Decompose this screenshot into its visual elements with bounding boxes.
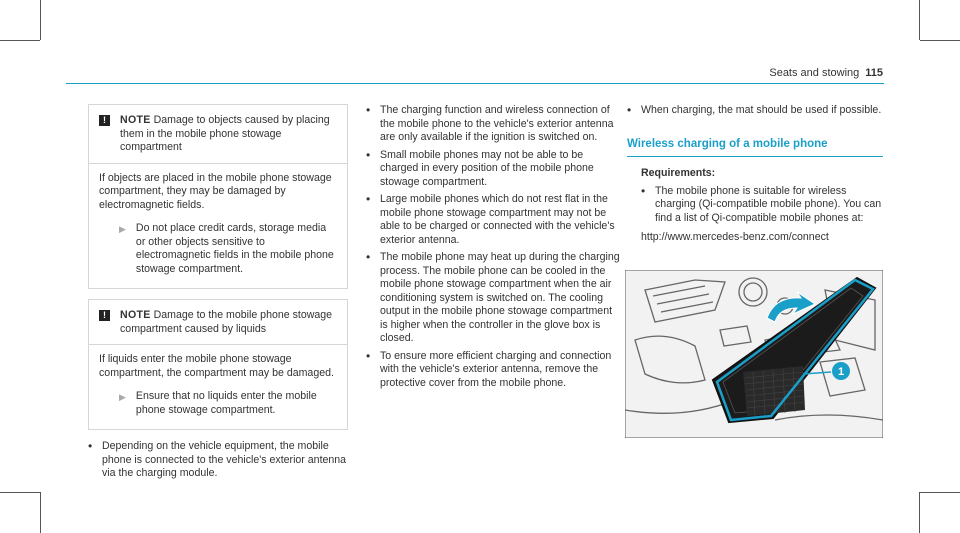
- note-header: [89, 105, 347, 164]
- section-title: Seats and stowing: [769, 67, 860, 79]
- running-header: [769, 67, 883, 79]
- arrow-right-icon: ▶: [119, 392, 126, 402]
- note-text: If liquids enter the mobile phone stowage compartment, the compartment may be damaged.: [99, 353, 334, 379]
- list-item: • The mobile phone may heat up during the charging process. The mobile phone can be cooled in the mobile phone stowage compartment when the air conditioning system is switched on. The cooling output in the mobile phone stowage compartment is higher when the controller in the glove box is closed.: [366, 250, 620, 344]
- section-heading: Wireless charging of a mobile phone: [627, 138, 883, 158]
- header-rule: [66, 83, 884, 84]
- note-body: [89, 345, 347, 429]
- list-item: • The mobile phone is suitable for wireless charging (Qi-compatible mobile phone). You can find a list of Qi-compatible mobile phones at:: [641, 183, 882, 224]
- note-body: [89, 164, 347, 289]
- crop-mark: [919, 0, 920, 40]
- note-text: If objects are placed in the mobile phone stowage compartment, they may be damaged by electromagnetic fields.: [99, 171, 332, 211]
- crop-mark: [920, 40, 960, 41]
- column-1: [88, 104, 348, 485]
- requirements-label: Requirements:: [641, 167, 716, 179]
- connect-url[interactable]: http://www.mercedes-benz.com/connect: [641, 231, 829, 243]
- note-action-text: Do not place credit cards, storage media or other objects sensitive to electromagnetic fields in the mobile phone stowage compartment.: [135, 222, 334, 275]
- column-3: [627, 104, 883, 245]
- list-item: • Large mobile phones which do not rest flat in the mobile phone stowage compartment may not be able to be charged or connected with the vehicle's exterior antenna.: [366, 192, 615, 246]
- note-heading: [120, 114, 337, 155]
- list-item: • The charging function and wireless connection of the mobile phone to the vehicle's exterior antenna are only available if the ignition is switched on.: [366, 103, 614, 143]
- note-label: NOTE: [120, 114, 151, 126]
- page-number: 115: [865, 67, 883, 79]
- callout-number: 1: [837, 366, 845, 378]
- arrow-right-icon: ▶: [119, 224, 126, 234]
- charging-compartment-illustration: [625, 270, 883, 438]
- crop-mark: [0, 492, 40, 493]
- bullet-icon: •: [366, 348, 371, 363]
- note-action-text: Ensure that no liquids enter the mobile phone stowage compartment.: [135, 390, 317, 416]
- list-item: • To ensure more efficient charging and connection with the vehicle's exterior antenna, remove the protective cover from the mobile phone.: [366, 348, 612, 389]
- bullet-icon: •: [366, 147, 371, 162]
- list-item: • When charging, the mat should be used if possible.: [627, 103, 882, 117]
- note-label: NOTE: [120, 309, 151, 321]
- bullet-list: [88, 440, 348, 481]
- note-box-objects: [88, 104, 348, 289]
- note-heading: [120, 309, 337, 336]
- note-box-liquids: [88, 299, 348, 430]
- wireless-section: [627, 138, 883, 245]
- note-lead: Damage to objects caused by placing them in the mobile phone stowage compartment: [120, 114, 330, 153]
- list-item: • Small mobile phones may not be able to be charged in every position of the mobile phone stowage compartment.: [366, 147, 594, 188]
- note-lead: Damage to the mobile phone stowage compartment caused by liquids: [120, 309, 333, 335]
- crop-mark: [919, 492, 920, 533]
- bullet-icon: •: [88, 439, 93, 453]
- crop-mark: [40, 0, 41, 40]
- warning-icon: !: [99, 310, 110, 321]
- crop-mark: [0, 40, 40, 41]
- bullet-icon: •: [627, 103, 632, 117]
- bullet-icon: •: [641, 183, 646, 198]
- note-action: [99, 390, 337, 417]
- crop-mark: [920, 492, 960, 493]
- bullet-icon: •: [366, 250, 371, 264]
- bullet-icon: •: [366, 192, 371, 206]
- column-2: [366, 104, 620, 394]
- note-action: [99, 222, 337, 276]
- list-item: • Depending on the vehicle equipment, the mobile phone is connected to the vehicle's exterior antenna via the charging module.: [88, 439, 347, 479]
- note-header: [89, 300, 347, 345]
- crop-mark: [40, 492, 41, 533]
- warning-icon: !: [99, 115, 110, 126]
- bullet-icon: •: [366, 103, 371, 117]
